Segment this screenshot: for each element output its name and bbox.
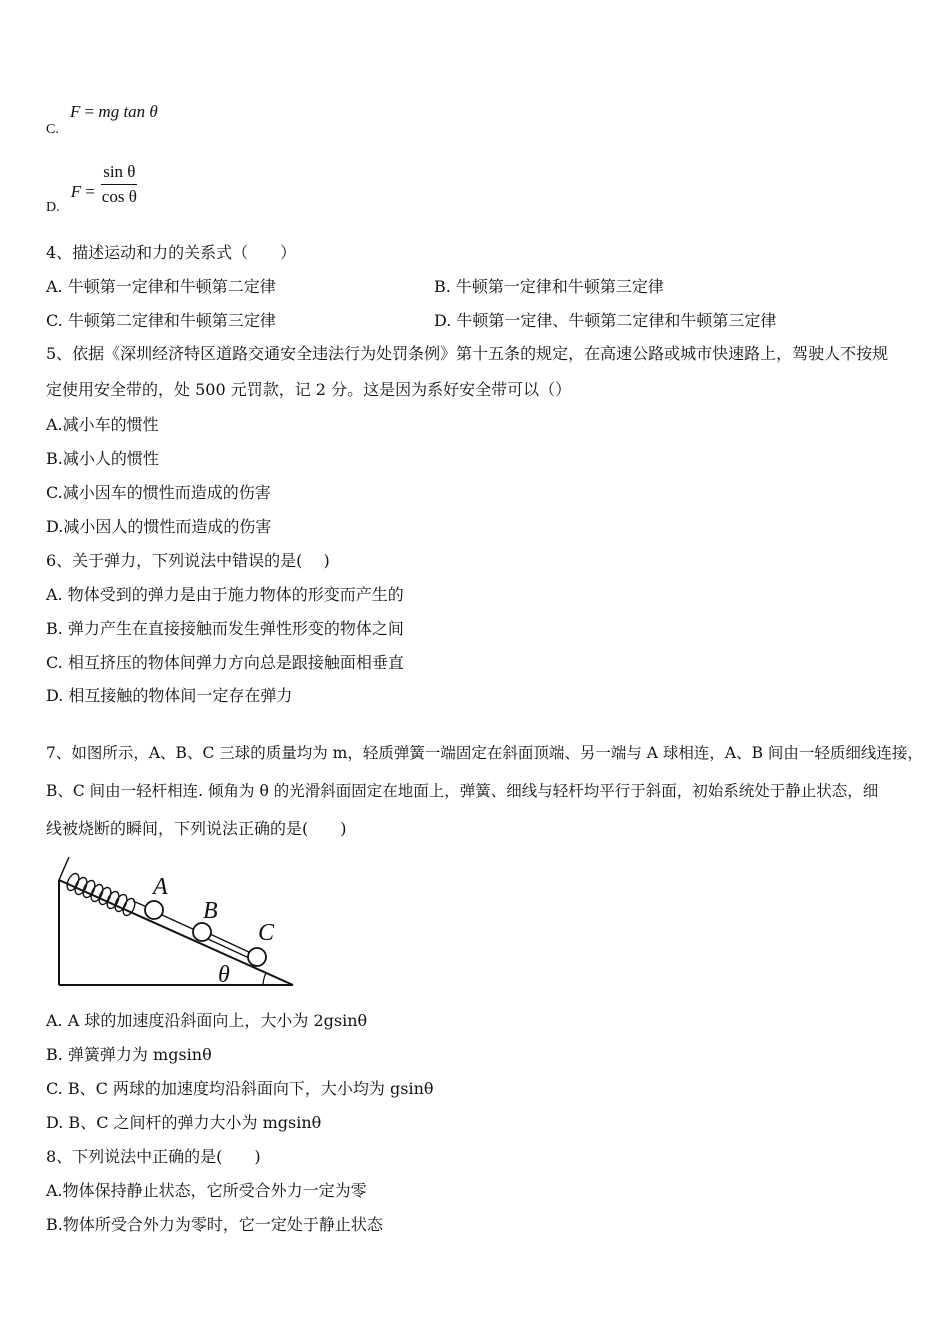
q7-option-c: C. B、C 两球的加速度均沿斜面向下，大小均为 gsinθ [46, 1079, 434, 1098]
angle-arc [263, 973, 266, 985]
q4-option-d: D. 牛顿第一定律、牛顿第二定律和牛顿第三定律 [434, 311, 777, 330]
q6-option-b: B. 弹力产生在直接接触而发生弹性形变的物体之间 [46, 619, 404, 638]
ball-a [145, 901, 163, 919]
q7-stem-line3: 线被烧断的瞬间，下列说法正确的是( ) [46, 819, 347, 838]
q5-option-d: D.减小因人的惯性而造成的伤害 [46, 517, 272, 536]
q4-option-b: B. 牛顿第一定律和牛顿第三定律 [434, 277, 664, 296]
option-label: C. [46, 122, 59, 137]
q5-stem-line1: 5、依据《深圳经济特区道路交通安全违法行为处罚条例》第十五条的规定，在高速公路或城市快速路上，驾驶人不按规 [46, 344, 889, 363]
label-b: B [203, 898, 218, 924]
q8-option-a: A.物体保持静止状态，它所受合外力一定为零 [46, 1181, 367, 1200]
option-c-prev [46, 102, 158, 137]
q7-stem-line2: B、C 间由一轻杆相连. 倾角为 θ 的光滑斜面固定在地面上，弹簧、细线与轻杆均平行于斜面，初始系统处于静止状态，细 [46, 782, 879, 800]
formula-c: F = mg tan θ [69, 102, 158, 121]
option-d-prev [46, 162, 137, 215]
q4-option-c: C. 牛顿第二定律和牛顿第三定律 [46, 311, 276, 330]
q4-stem: 4、描述运动和力的关系式（ ） [46, 243, 297, 262]
q6-option-c: C. 相互挤压的物体间弹力方向总是跟接触面相垂直 [46, 653, 404, 672]
q5-option-a: A.减小车的惯性 [46, 415, 159, 434]
q4-option-a: A. 牛顿第一定律和牛顿第二定律 [46, 277, 276, 296]
fraction-numerator: sin θ [101, 162, 137, 185]
q7-option-d: D. B、C 之间杆的弹力大小为 mgsinθ [46, 1113, 322, 1132]
q8-stem: 8、下列说法中正确的是( ) [46, 1147, 261, 1166]
option-label: D. [46, 200, 60, 215]
spring [65, 872, 147, 918]
q6-stem: 6、关于弹力，下列说法中错误的是( ) [46, 551, 330, 570]
q7-option-a: A. A 球的加速度沿斜面向上，大小为 2gsinθ [46, 1011, 368, 1030]
ball-c [248, 948, 266, 966]
label-theta: θ [218, 962, 230, 988]
label-c: C [258, 920, 275, 946]
formula-lhs: F [69, 102, 81, 121]
q6-option-a: A. 物体受到的弹力是由于施力物体的形变而产生的 [46, 585, 404, 604]
q5-option-c: C.减小因车的惯性而造成的伤害 [46, 483, 271, 502]
incline-figure [55, 852, 300, 996]
fixed-support [59, 857, 69, 880]
q7-stem-line1: 7、如图所示，A、B、C 三球的质量均为 m，轻质弹簧一端固定在斜面顶端、另一端与 A 球相连，A、B 间由一轻质细线连接， [46, 744, 923, 762]
ball-b [193, 923, 211, 941]
fraction [101, 162, 137, 207]
q6-option-d: D. 相互接触的物体间一定存在弹力 [46, 686, 293, 705]
q8-option-b: B.物体所受合外力为零时，它一定处于静止状态 [46, 1215, 383, 1234]
formula-lhs: F [70, 182, 82, 201]
label-a: A [153, 874, 168, 900]
incline-diagram [55, 852, 300, 992]
fraction-denominator: cos θ [101, 187, 137, 206]
q5-stem-line2: 定使用安全带的，处 500 元罚款，记 2 分。这是因为系好安全带可以（） [46, 380, 572, 399]
formula-d-lhs: F = [70, 182, 95, 201]
q5-option-b: B.减小人的惯性 [46, 449, 159, 468]
formula-rhs: mg tan θ [98, 102, 158, 121]
q7-option-b: B. 弹簧弹力为 mgsinθ [46, 1045, 212, 1064]
